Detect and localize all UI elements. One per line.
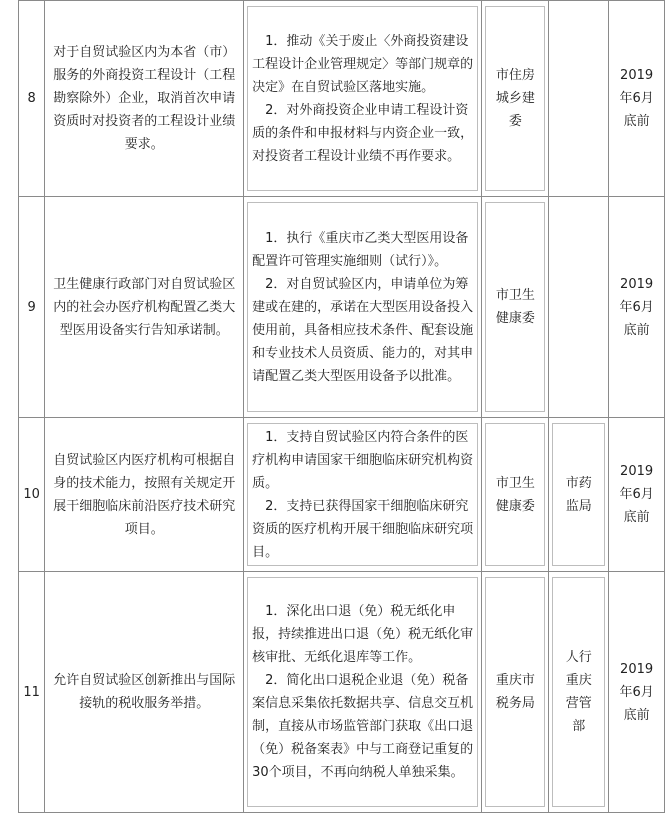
cooperating-department: 市药监局 <box>549 418 609 572</box>
deadline: 2019年6月底前 <box>609 1 665 197</box>
row-number: 9 <box>19 197 45 418</box>
lead-department: 市卫生健康委 <box>482 418 549 572</box>
lead-department: 市住房城乡建委 <box>482 1 549 197</box>
measure-item: 1．执行《重庆市乙类大型医用设备配置许可管理实施细则（试行）》。 <box>252 230 469 269</box>
measures-cell <box>244 197 482 418</box>
row-number: 11 <box>19 572 45 813</box>
row-number: 10 <box>19 418 45 572</box>
row-number: 8 <box>19 1 45 197</box>
measures-cell <box>244 572 482 813</box>
measures-cell <box>244 418 482 572</box>
measure-item: 1．深化出口退（免）税无纸化申报，持续推进出口退（免）税无纸化审核审批、无纸化退库等工作。 <box>252 604 474 665</box>
measures-cell <box>244 1 482 197</box>
measure-item: 2．简化出口退税企业退（免）税备案信息采集依托数据共享、信息交互机制，直接从市场监管部门获取《出口退（免）税备案表》中与工商登记重复的30个项目，不再向纳税人单独采集。 <box>252 673 474 780</box>
policy-description: 卫生健康行政部门对自贸试验区内的社会办医疗机构配置乙类大型医用设备实行告知承诺制。 <box>45 197 244 418</box>
measure-item: 2．对自贸试验区内，申请单位为筹建或在建的，承诺在大型医用设备投入使用前，具备相应技术条件、配套设施和专业技术人员资质、能力的，对其申请配置乙类大型医用设备予以批准。 <box>252 276 474 384</box>
policy-description: 对于自贸试验区内为本省（市）服务的外商投资工程设计（工程勘察除外）企业，取消首次申请资质时对投资者的工程设计业绩要求。 <box>45 1 244 197</box>
lead-department: 重庆市税务局 <box>482 572 549 813</box>
table-row <box>19 572 665 813</box>
table-row <box>19 197 665 418</box>
table-row <box>19 1 665 197</box>
cooperating-department: 人行重庆营管部 <box>549 572 609 813</box>
reform-measures-table <box>18 0 665 813</box>
cooperating-department <box>549 197 609 418</box>
measure-item: 1．推动《关于废止〈外商投资建设工程设计企业管理规定〉等部门规章的决定》在自贸试验区落地实施。 <box>252 33 474 95</box>
deadline: 2019年6月底前 <box>609 572 665 813</box>
policy-description: 允许自贸试验区创新推出与国际接轨的税收服务举措。 <box>45 572 244 813</box>
lead-department: 市卫生健康委 <box>482 197 549 418</box>
measure-item: 2．支持已获得国家干细胞临床研究资质的医疗机构开展干细胞临床研究项目。 <box>252 498 474 560</box>
measure-item: 2．对外商投资企业申请工程设计资质的条件和申报材料与内资企业一致，对投资者工程设计业绩不再作要求。 <box>252 102 474 164</box>
cooperating-department <box>549 1 609 197</box>
table-row <box>19 418 665 572</box>
deadline: 2019年6月底前 <box>609 418 665 572</box>
measure-item: 1．支持自贸试验区内符合条件的医疗机构申请国家干细胞临床研究机构资质。 <box>252 429 474 491</box>
deadline: 2019年6月底前 <box>609 197 665 418</box>
policy-description: 自贸试验区内医疗机构可根据自身的技术能力，按照有关规定开展干细胞临床前沿医疗技术研究项目。 <box>45 418 244 572</box>
